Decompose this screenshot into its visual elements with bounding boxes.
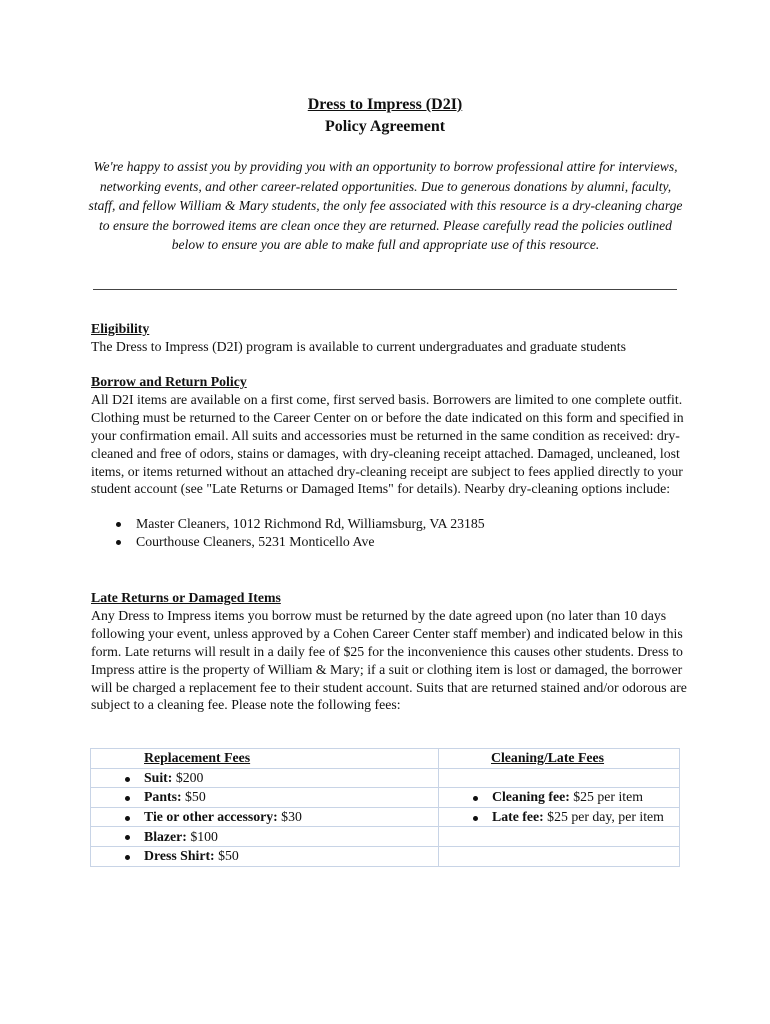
eligibility-heading: Eligibility bbox=[91, 321, 150, 336]
table-row bbox=[91, 788, 680, 808]
dry-cleaner-list bbox=[91, 515, 691, 551]
list-item: Master Cleaners, 1012 Richmond Rd, Williamsburg, VA 23185 bbox=[91, 515, 691, 533]
fees-table bbox=[90, 748, 680, 867]
late-returns-heading: Late Returns or Damaged Items bbox=[91, 590, 281, 605]
borrow-return-text: All D2I items are available on a first come, first served basis. Borrowers are limited to one complete outfit. Clothing must be returned to the Career Center on or before the date indicated on this form and specified in your confirmation email. All suits and accessories must be returned in the same condition as received: dry-cleaned and free of odors, stains or damages, with dry-cleaning receipt attached. Damaged, uncleaned, lost items, or items returned without an attached dry-cleaning receipt are subject to fees applied directly to your student account (see "Late Returns or Damaged Items" for details). Nearby dry-cleaning options include: bbox=[91, 391, 684, 497]
late-returns-section bbox=[91, 589, 691, 714]
late-returns-text: Any Dress to Impress items you borrow must be returned by the date agreed upon (no later than 10 days following your event, unless approved by a Cohen Career Center staff member) and indicated below in this form. Late returns will result in a daily fee of $25 for the inconvenience this causes other students. Dress to Impress attire is the property of William & Mary; if a suit or clothing item is lost or damaged, the borrower will be charged a replacement fee to their student account. Suits that are returned stained and/or odorous are subject to a cleaning fee. Please note the following fees: bbox=[91, 607, 687, 713]
empty-cell bbox=[439, 827, 680, 847]
empty-cell bbox=[439, 768, 680, 788]
late-fee: Late fee: $25 per day, per item bbox=[439, 807, 680, 827]
replacement-fees-header: Replacement Fees bbox=[91, 749, 439, 769]
document-subtitle: Policy Agreement bbox=[324, 118, 446, 135]
table-row bbox=[91, 846, 680, 866]
title-block bbox=[0, 94, 770, 138]
replacement-fee-dress-shirt: Dress Shirt: $50 bbox=[91, 846, 439, 866]
borrow-return-heading: Borrow and Return Policy bbox=[91, 374, 247, 389]
list-item: Courthouse Cleaners, 5231 Monticello Ave bbox=[91, 533, 691, 551]
intro-paragraph: We're happy to assist you by providing you with an opportunity to borrow professional attire for interviews, networking events, and other career-related opportunities. Due to generous donations by alumni, faculty, staff, and fellow William & Mary students, the only fee associated with this resource is a dry-cleaning charge to ensure the borrowed items are clean once they are returned. Please carefully read the policies outlined below to ensure you are able to make full and appropriate use of this resource. bbox=[88, 159, 683, 252]
replacement-fee-pants: Pants: $50 bbox=[91, 788, 439, 808]
eligibility-section bbox=[91, 320, 691, 356]
horizontal-divider bbox=[93, 289, 677, 290]
table-row bbox=[91, 807, 680, 827]
table-row bbox=[91, 827, 680, 847]
replacement-fee-blazer: Blazer: $100 bbox=[91, 827, 439, 847]
table-row bbox=[91, 768, 680, 788]
borrow-return-section bbox=[91, 373, 691, 551]
empty-cell bbox=[439, 846, 680, 866]
replacement-fee-accessory: Tie or other accessory: $30 bbox=[91, 807, 439, 827]
cleaning-late-fees-header: Cleaning/Late Fees bbox=[439, 749, 680, 769]
document-title: Dress to Impress (D2I) bbox=[307, 96, 463, 113]
cleaning-fee: Cleaning fee: $25 per item bbox=[439, 788, 680, 808]
eligibility-text: The Dress to Impress (D2I) program is available to current undergraduates and graduate students bbox=[91, 338, 626, 354]
table-row bbox=[91, 749, 680, 769]
replacement-fee-suit: Suit: $200 bbox=[91, 768, 439, 788]
